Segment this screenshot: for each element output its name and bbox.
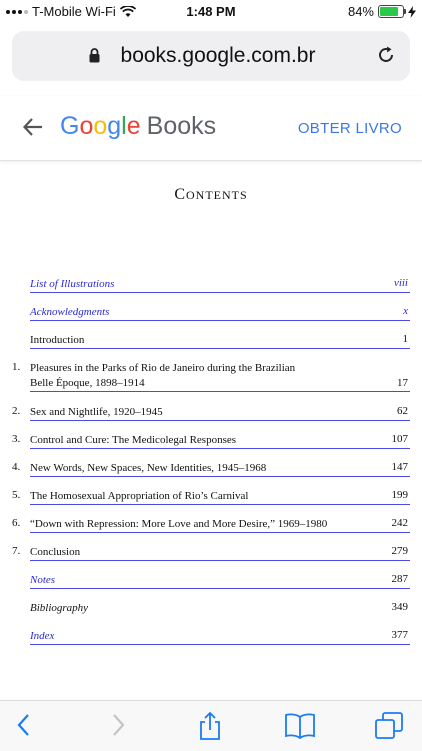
toc-number: 7. bbox=[12, 545, 21, 557]
toc-underline bbox=[30, 644, 410, 645]
toc-page: 199 bbox=[391, 489, 408, 501]
toc-title[interactable]: Pleasures in the Parks of Rio de Janeiro during the Brazilian bbox=[30, 362, 296, 374]
toc-underline bbox=[30, 391, 410, 392]
toc-underline bbox=[30, 348, 410, 349]
toc-underline bbox=[30, 420, 410, 421]
battery-group bbox=[348, 4, 416, 19]
status-bar bbox=[0, 0, 422, 24]
toc-underline bbox=[30, 504, 410, 505]
contents-title bbox=[0, 186, 422, 204]
tabs-icon[interactable] bbox=[374, 711, 404, 741]
toc-page: 279 bbox=[391, 545, 408, 557]
toc-number: 6. bbox=[12, 517, 21, 529]
back-icon[interactable] bbox=[14, 711, 34, 739]
google-logo-letter: o bbox=[93, 112, 108, 140]
battery-percent: 84% bbox=[347, 4, 374, 19]
google-logo-letter: g bbox=[107, 112, 122, 140]
toc-title[interactable]: List of Illustrations bbox=[30, 278, 115, 290]
toc-underline bbox=[30, 292, 410, 293]
toc-page: 107 bbox=[391, 433, 408, 445]
toc-title[interactable]: “Down with Repression: More Love and More Desire,” 1969–1980 bbox=[30, 518, 328, 530]
url-text[interactable]: books.google.com.br bbox=[120, 44, 316, 67]
browser-toolbar bbox=[0, 700, 422, 751]
get-book-button[interactable]: OBTER LIVRO bbox=[297, 120, 402, 137]
forward-icon[interactable] bbox=[108, 711, 128, 739]
toc-page: 242 bbox=[391, 517, 408, 529]
charging-icon bbox=[408, 6, 416, 18]
toc-underline bbox=[30, 532, 410, 533]
clock: 1:48 PM bbox=[186, 4, 236, 19]
google-books-logo[interactable] bbox=[60, 112, 216, 141]
battery-icon bbox=[378, 5, 404, 18]
toc-underline bbox=[30, 320, 410, 321]
toc-underline bbox=[30, 560, 410, 561]
toc-page: x bbox=[403, 305, 408, 317]
toc-underline bbox=[30, 588, 410, 589]
toc-page: 377 bbox=[391, 629, 408, 641]
google-logo-text bbox=[60, 112, 141, 140]
toc-page: 1 bbox=[402, 333, 408, 345]
toc-title[interactable]: Control and Cure: The Medicolegal Responses bbox=[30, 434, 237, 446]
toc-page: 349 bbox=[391, 601, 408, 613]
toc-title[interactable]: Acknowledgments bbox=[30, 306, 110, 318]
google-logo-letter: e bbox=[126, 112, 141, 140]
toc-title[interactable]: Index bbox=[30, 630, 55, 642]
toc-title-line-2[interactable]: Belle Époque, 1898–1914 bbox=[30, 377, 145, 389]
toc-page: 287 bbox=[391, 573, 408, 585]
carrier-label: T-Mobile Wi-Fi bbox=[32, 4, 116, 19]
google-logo-letter: G bbox=[60, 112, 80, 140]
google-logo-letter: l bbox=[121, 112, 127, 140]
toc-title[interactable]: Introduction bbox=[30, 334, 85, 346]
toc-page: viii bbox=[393, 277, 408, 289]
back-arrow-icon[interactable] bbox=[22, 116, 44, 138]
toc-title[interactable]: Conclusion bbox=[30, 546, 81, 558]
google-books-header bbox=[0, 96, 422, 161]
bookmarks-icon[interactable] bbox=[284, 711, 316, 739]
lock-icon bbox=[89, 48, 100, 63]
share-icon[interactable] bbox=[196, 711, 224, 741]
title-initial: C bbox=[174, 186, 186, 203]
toc-title[interactable]: New Words, New Spaces, New Identities, 1945–1968 bbox=[30, 462, 267, 474]
address-bar[interactable] bbox=[12, 31, 410, 81]
toc-title[interactable]: Sex and Nightlife, 1920–1945 bbox=[30, 406, 163, 418]
toc-page: 17 bbox=[397, 377, 408, 389]
toc-underline bbox=[30, 476, 410, 477]
toc-number: 3. bbox=[12, 433, 21, 445]
toc-number: 1. bbox=[12, 361, 21, 373]
toc-underline bbox=[30, 448, 410, 449]
google-logo-letter: o bbox=[79, 112, 94, 140]
books-logo-text: Books bbox=[146, 112, 217, 140]
reload-icon[interactable] bbox=[374, 43, 398, 67]
toc-title[interactable]: Notes bbox=[30, 574, 56, 586]
toc-number: 4. bbox=[12, 461, 21, 473]
toc-title[interactable]: The Homosexual Appropriation of Rio’s Carnival bbox=[30, 490, 249, 502]
toc-page: 62 bbox=[397, 405, 408, 417]
battery-fill bbox=[380, 7, 398, 16]
toc-number: 5. bbox=[12, 489, 21, 501]
toc-page: 147 bbox=[391, 461, 408, 473]
title-rest: ONTENTS bbox=[186, 188, 248, 202]
toc-number: 2. bbox=[12, 405, 21, 417]
toc-title: Bibliography bbox=[30, 602, 89, 614]
